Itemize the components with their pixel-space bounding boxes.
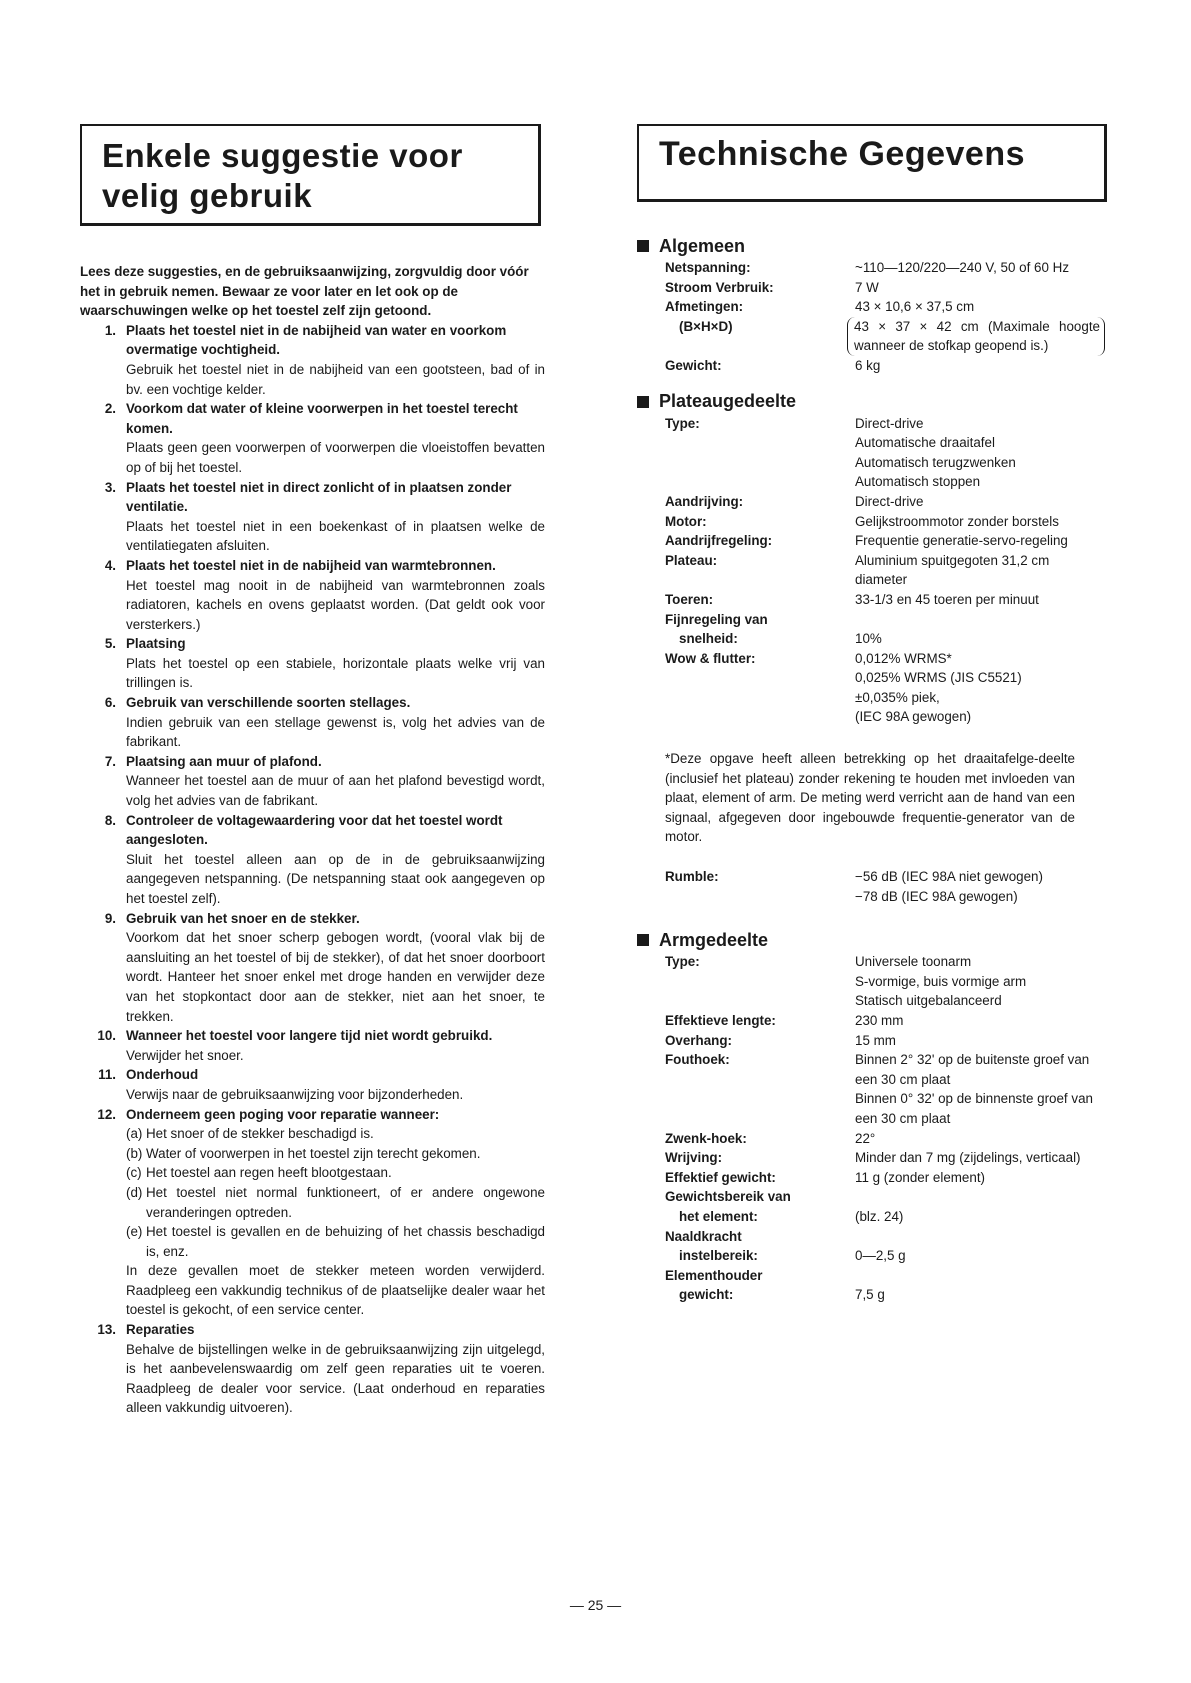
item-heading: Plaats het toestel niet in de nabijheid van warmtebronnen. bbox=[126, 557, 496, 573]
item-heading: Gebruik van het snoer en de stekker. bbox=[126, 910, 360, 926]
spec-value-line: −78 dB (IEC 98A gewogen) bbox=[855, 888, 1018, 904]
square-bullet-icon bbox=[637, 934, 649, 946]
list-item bbox=[80, 1105, 545, 1321]
spec-key-line: Fijnregeling van bbox=[665, 611, 768, 627]
spec-row bbox=[637, 551, 1105, 590]
section-arm bbox=[637, 928, 1105, 1305]
spec-value: Minder dan 7 mg (zijdelings, verticaal) bbox=[855, 1150, 1081, 1166]
spec-row bbox=[637, 1031, 1105, 1051]
safety-list bbox=[80, 321, 545, 1418]
spec-value-line: −56 dB (IEC 98A niet gewogen) bbox=[855, 869, 1043, 885]
spec-value: 7,5 g bbox=[855, 1287, 885, 1303]
item-number: 11. bbox=[98, 1067, 116, 1083]
spec-key: Overhang: bbox=[665, 1032, 732, 1048]
item-heading: Plaats het toestel niet in direct zonlicht of in plaatsen zonder ventilatie. bbox=[126, 479, 512, 515]
spec-key: Gewicht: bbox=[665, 357, 722, 373]
spec-value-line: Automatisch terugzwenken bbox=[855, 454, 1016, 470]
item-text: Plaats het toestel niet in een boekenkast of in plaatsen welke de ventilatiegaten afsluiten. bbox=[126, 518, 545, 554]
section-platter bbox=[637, 390, 1105, 907]
spec-key bbox=[637, 1187, 855, 1226]
spec-key-line: Gewichtsbereik van bbox=[665, 1189, 791, 1205]
item-heading: Plaatsing bbox=[126, 636, 186, 652]
spec-key-line: Naaldkracht bbox=[665, 1228, 742, 1244]
sub-text: Het snoer of de stekker beschadigd is. bbox=[146, 1126, 374, 1142]
spec-key: Aandrijfregeling: bbox=[665, 533, 773, 549]
spec-key bbox=[637, 610, 855, 649]
spec-key-line: Elementhouder bbox=[665, 1267, 763, 1283]
spec-value-line: Direct-drive bbox=[855, 415, 924, 431]
spec-row bbox=[637, 531, 1105, 551]
spec-value: 11 g (zonder element) bbox=[855, 1169, 986, 1185]
spec-row bbox=[637, 492, 1105, 512]
item-heading: Reparaties bbox=[126, 1322, 195, 1338]
item-text: Verwijder het snoer. bbox=[126, 1047, 244, 1063]
item-text: Gebruik het toestel niet in de nabijheid van een gootsteen, bad of in bv. een vochtige kelder. bbox=[126, 361, 545, 397]
section-general bbox=[637, 234, 1105, 376]
spec-key-line: snelheid: bbox=[679, 631, 738, 647]
spec-row bbox=[637, 867, 1105, 906]
spec-key-line: het element: bbox=[679, 1208, 758, 1224]
item-text: In deze gevallen moet de stekker meteen worden verwijderd. Raadpleeg een vakkundig technikus of de plaatselijke dealer waar het toestel is gekocht, of een service center. bbox=[126, 1263, 545, 1318]
spec-value: Aluminium spuitgegoten 31,2 cm diameter bbox=[855, 552, 1050, 588]
spec-key: Zwenk-hoek: bbox=[665, 1130, 747, 1146]
spec-value: ~110—120/220—240 V, 50 of 60 Hz bbox=[855, 260, 1070, 275]
spec-value-bracketed: 43 × 37 × 42 cm (Maximale hoogte wanneer de stofkap geopend is.) bbox=[847, 317, 1105, 356]
safety-column bbox=[80, 124, 545, 1418]
spec-key: Type: bbox=[665, 415, 700, 431]
item-number: 12. bbox=[97, 1106, 116, 1122]
spec-key-line: instelbereik: bbox=[679, 1248, 758, 1264]
page-number: — 25 — bbox=[569, 1597, 622, 1613]
spec-row bbox=[637, 1129, 1105, 1149]
spec-key: Toeren: bbox=[665, 591, 714, 607]
spec-value-line: Automatische draaitafel bbox=[855, 435, 995, 451]
section-heading bbox=[637, 390, 1105, 414]
spec-row bbox=[637, 1011, 1105, 1031]
spec-row bbox=[637, 590, 1105, 610]
spec-value: 6 kg bbox=[855, 357, 881, 373]
sub-text: Water of voorwerpen in het toestel zijn terecht gekomen. bbox=[146, 1145, 481, 1161]
sub-text: Het toestel niet normal funktioneert, of er andere ongewone veranderingen optreden. bbox=[146, 1184, 545, 1220]
spec-key bbox=[637, 1227, 855, 1266]
item-heading: Onderneem geen poging voor reparatie wanneer: bbox=[126, 1106, 440, 1122]
item-text: Verwijs naar de gebruiksaanwijzing voor bijzonderheden. bbox=[126, 1086, 464, 1102]
section-heading-text: Armgedeelte bbox=[659, 929, 769, 950]
sub-text: Het toestel aan regen heeft blootgestaan. bbox=[146, 1165, 392, 1181]
sub-label: (d) bbox=[126, 1184, 143, 1200]
spec-value: 33-1/3 en 45 toeren per minuut bbox=[855, 591, 1039, 607]
spec-key bbox=[637, 297, 855, 356]
list-item bbox=[80, 478, 545, 556]
spec-row bbox=[637, 278, 1105, 298]
safety-title-line2: velig gebruik bbox=[102, 177, 313, 214]
spec-key-line: Afmetingen: bbox=[665, 299, 744, 315]
spec-value-line: ±0,035% piek, bbox=[855, 689, 940, 705]
item-text: Voorkom dat het snoer scherp gebogen wordt, (vooral vlak bij de aansluiting an het toestel of bij de stekker), of dat het snoer doorboort wordt. Hanteer het snoer enkel met droge handen en verwijder deze van het stopkontact door aan de stekker, niet aan het snoer, te trekken. bbox=[126, 930, 545, 1024]
item-number: 5. bbox=[104, 636, 116, 652]
list-item bbox=[80, 399, 545, 477]
spec-key: Motor: bbox=[665, 513, 707, 529]
spec-row bbox=[637, 297, 1105, 356]
spec-value bbox=[855, 952, 1105, 1011]
spec-key: Aandrijving: bbox=[665, 493, 744, 509]
safety-title-line1: Enkele suggestie voor bbox=[102, 137, 463, 174]
spec-row bbox=[637, 1050, 1105, 1128]
section-heading bbox=[637, 928, 1105, 952]
section-heading-text: Algemeen bbox=[659, 235, 746, 256]
item-heading: Onderhoud bbox=[126, 1067, 199, 1083]
item-number: 2. bbox=[104, 401, 116, 417]
spec-row bbox=[637, 356, 1105, 376]
sub-text: Het toestel is gevallen en de behuizing of het chassis beschadigd is, enz. bbox=[146, 1224, 545, 1259]
spec-value bbox=[855, 297, 1105, 356]
spec-row bbox=[637, 414, 1105, 492]
spec-key: Rumble: bbox=[665, 869, 719, 885]
item-number: 7. bbox=[104, 753, 116, 769]
item-number: 10. bbox=[97, 1028, 116, 1044]
spec-row bbox=[637, 1187, 1105, 1226]
item-heading: Gebruik van verschillende soorten stellages. bbox=[126, 695, 411, 711]
spec-row bbox=[637, 1168, 1105, 1188]
spec-row bbox=[637, 1227, 1105, 1266]
spec-value: 22° bbox=[855, 1130, 876, 1146]
spec-key: Wrijving: bbox=[665, 1150, 723, 1166]
spec-row bbox=[637, 258, 1105, 278]
spec-key bbox=[637, 1266, 855, 1305]
footnote: *Deze opgave heeft alleen betrekking op het draaitafelge-deelte (inclusief het plateau) zonder rekening te houden met invloeden van plaat, element of arm. De meting werd verricht aan de hand van een signaal, afgegeven door ingebouwde frequentie-generator van de motor. bbox=[665, 751, 1075, 845]
item-heading: Controleer de voltagewaardering voor dat het toestel wordt aangesloten. bbox=[126, 812, 503, 848]
spec-row bbox=[637, 512, 1105, 532]
item-number: 4. bbox=[104, 557, 116, 573]
specs-title: Technische Gegevens bbox=[659, 135, 1026, 173]
item-text: Wanneer het toestel aan de muur of aan het plafond bevestigd wordt, volg het advies van de fabrikant. bbox=[126, 773, 545, 809]
spec-value: Gelijkstroommotor zonder borstels bbox=[855, 513, 1059, 529]
sub-item bbox=[126, 1183, 545, 1222]
item-text: Plats het toestel op een stabiele, horizontale plaats welke vrij van trillingen is. bbox=[126, 655, 545, 691]
list-item bbox=[80, 693, 545, 752]
spec-value: (blz. 24) bbox=[855, 1208, 904, 1224]
spec-value-line: (IEC 98A gewogen) bbox=[855, 709, 972, 725]
spec-key: Type: bbox=[665, 954, 700, 970]
spec-value-line: 0,025% WRMS (JIS C5521) bbox=[855, 670, 1022, 686]
item-number: 8. bbox=[104, 812, 116, 828]
sub-item bbox=[126, 1124, 545, 1144]
item-heading: Plaatsing aan muur of plafond. bbox=[126, 753, 322, 769]
spec-value-line: Automatisch stoppen bbox=[855, 474, 981, 490]
list-item bbox=[80, 909, 545, 1027]
item-number: 3. bbox=[104, 479, 116, 495]
list-item bbox=[80, 1320, 545, 1418]
spec-row bbox=[637, 1148, 1105, 1168]
spec-value-line: 0,012% WRMS* bbox=[855, 650, 952, 666]
list-item bbox=[80, 1065, 545, 1104]
spec-row bbox=[637, 952, 1105, 1011]
spec-value: 0—2,5 g bbox=[855, 1248, 906, 1264]
spec-key: Fouthoek: bbox=[665, 1052, 730, 1068]
spec-value-line: Binnen 0° 32' op de binnenste groef van een 30 cm plaat bbox=[855, 1091, 1093, 1126]
spec-value-line: S-vormige, buis vormige arm bbox=[855, 973, 1027, 989]
list-item bbox=[80, 556, 545, 634]
safety-title bbox=[102, 136, 518, 216]
list-item bbox=[80, 811, 545, 909]
spec-value: 230 mm bbox=[855, 1013, 904, 1028]
item-number: 6. bbox=[104, 695, 116, 711]
item-text: Het toestel mag nooit in de nabijheid van warmtebronnen zoals radiatoren, kachels en ovens geplaatst worden. (Dat geldt ook voor versterkers.) bbox=[126, 577, 545, 632]
spec-value-line: Statisch uitgebalanceerd bbox=[855, 993, 1002, 1009]
spec-value-line: 43 × 10,6 × 37,5 cm bbox=[855, 299, 975, 315]
spec-row bbox=[637, 610, 1105, 649]
spec-value: Direct-drive bbox=[855, 493, 924, 509]
item-heading: Wanneer het toestel voor langere tijd niet wordt gebruikd. bbox=[126, 1028, 493, 1044]
sub-item bbox=[126, 1144, 545, 1164]
spec-value: 15 mm bbox=[855, 1032, 896, 1048]
sub-label: (e) bbox=[126, 1224, 143, 1240]
sub-label: (c) bbox=[126, 1165, 142, 1181]
item-number: 1. bbox=[104, 322, 116, 338]
spec-value: Frequentie generatie-servo-regeling bbox=[855, 533, 1068, 549]
spec-key-line: gewicht: bbox=[679, 1287, 734, 1303]
spec-value bbox=[855, 649, 1105, 727]
list-item bbox=[80, 321, 545, 399]
spec-value: 7 W bbox=[855, 279, 879, 295]
spec-value bbox=[855, 414, 1105, 492]
list-item bbox=[80, 634, 545, 693]
specs-column bbox=[637, 124, 1105, 1305]
sub-label: (a) bbox=[126, 1126, 143, 1142]
item-text: Indien gebruik van een stellage gewenst is, volg het advies van de fabrikant. bbox=[126, 714, 545, 750]
spec-value bbox=[855, 1050, 1105, 1128]
spec-value-line: Universele toonarm bbox=[855, 954, 972, 970]
sub-item bbox=[126, 1222, 545, 1261]
spec-key: Effektieve lengte: bbox=[665, 1013, 776, 1028]
safety-title-box bbox=[80, 124, 541, 226]
specs-title-box bbox=[637, 124, 1107, 202]
item-text: Plaats geen geen voorwerpen of voorwerpen die vloeistoffen bevatten op of bij het toestel. bbox=[126, 440, 545, 475]
spec-row bbox=[637, 1266, 1105, 1305]
item-heading: Voorkom dat water of kleine voorwerpen in het toestel terecht komen. bbox=[126, 401, 518, 436]
safety-intro: Lees deze suggesties, en de gebruiksaanwijzing, zorgvuldig door vóór het in gebruik nemen. Bewaar ze voor later en let ook op de waarschuwingen welke op het toestel zelf zijn getoond. bbox=[80, 264, 529, 319]
square-bullet-icon bbox=[637, 240, 649, 252]
section-heading bbox=[637, 234, 1105, 258]
spec-value bbox=[855, 867, 1105, 906]
item-number: 9. bbox=[104, 910, 116, 926]
item-heading: Plaats het toestel niet in de nabijheid van water en voorkom overmatige vochtigheid. bbox=[126, 322, 507, 358]
sub-label: (b) bbox=[126, 1145, 143, 1161]
spec-key: Plateau: bbox=[665, 552, 718, 568]
item-text: Behalve de bijstellingen welke in de gebruiksaanwijzing zijn uitgelegd, is het aanbevelenswaardig om zelf geen reparaties uit te voeren. Raadpleeg de dealer voor service. (Laat onderhoud en reparaties alleen vakkundig uitvoeren). bbox=[126, 1341, 545, 1416]
square-bullet-icon bbox=[637, 396, 649, 408]
spec-key: Netspanning: bbox=[665, 260, 751, 275]
spec-value-line: Binnen 2° 32' op de buitenste groef van een 30 cm plaat bbox=[855, 1052, 1090, 1087]
spec-key: Stroom Verbruik: bbox=[665, 279, 774, 295]
section-heading-text: Plateaugedeelte bbox=[659, 391, 797, 412]
item-number: 13. bbox=[97, 1322, 116, 1338]
sub-item bbox=[126, 1163, 545, 1183]
item-text: Sluit het toestel alleen aan op de in de gebruiksaanwijzing aangegeven netspanning. (De netspanning staat ook aangegeven op het toestel zelf). bbox=[126, 851, 545, 906]
list-item bbox=[80, 1026, 545, 1065]
spec-row bbox=[637, 649, 1105, 727]
spec-key: Effektief gewicht: bbox=[665, 1169, 776, 1185]
list-item bbox=[80, 752, 545, 811]
spec-key: Wow & flutter: bbox=[665, 650, 756, 666]
spec-key-line: (B×H×D) bbox=[679, 318, 733, 334]
spec-value: 10% bbox=[855, 631, 882, 647]
